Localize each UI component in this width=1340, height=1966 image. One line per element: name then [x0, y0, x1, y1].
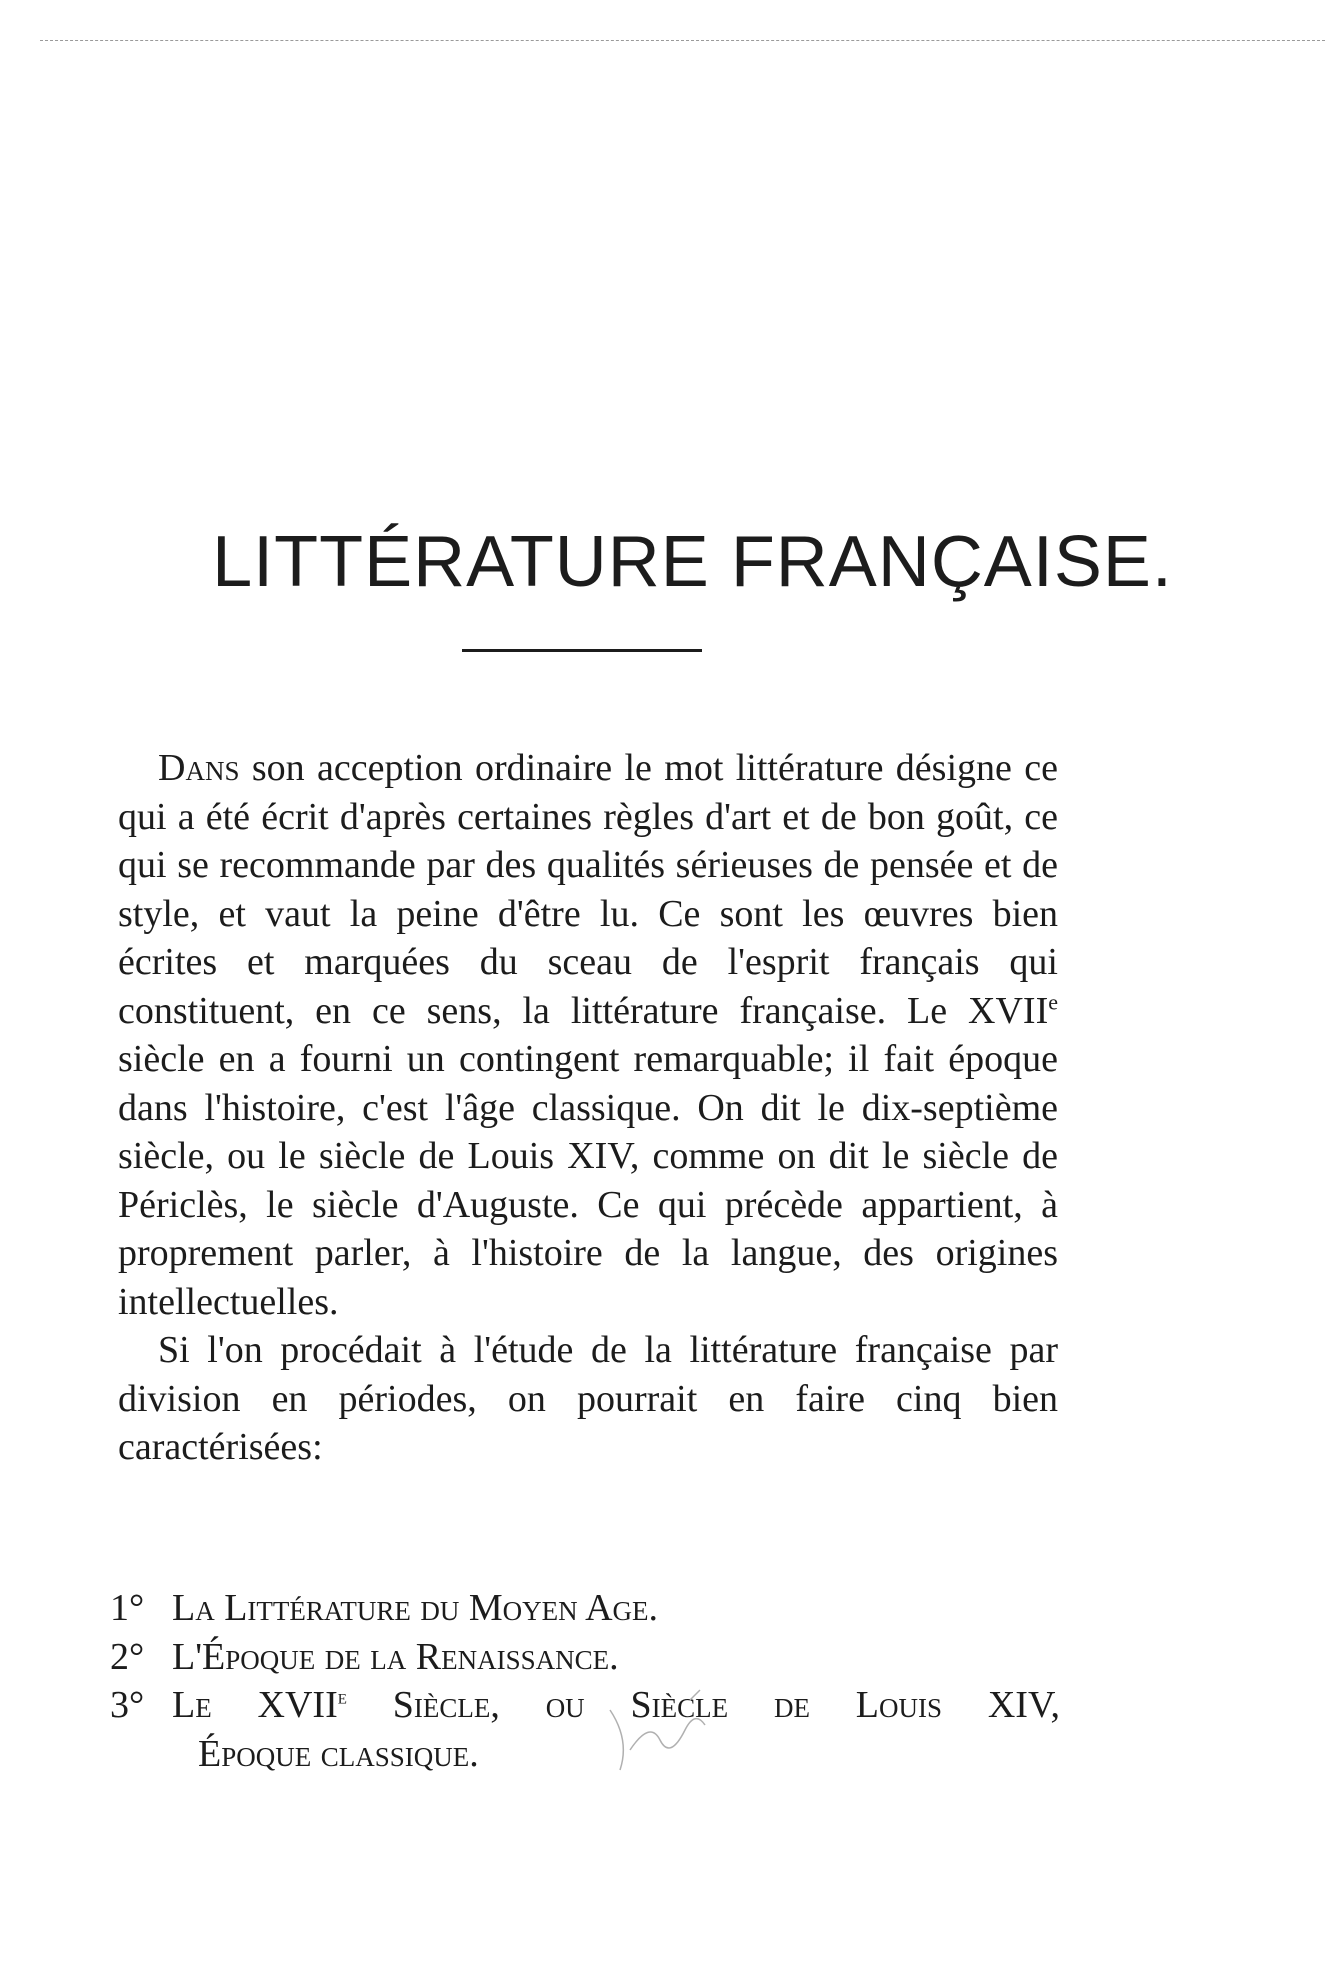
- list-number: 2°: [110, 1635, 145, 1678]
- paragraph-1: [118, 744, 1058, 1326]
- paragraph-1-text: son acception ordinaire le mot littérature désigne ce qui a été écrit d'après certaines règles d'art et de bon goût, ce qui se recommande par des qualités sérieuses de pensée et de style, et vaut la peine d'être lu. Ce sont les œuvres bien écrites et marquées du sceau de l'esprit français qui constituent, en ce sens, la littérature française. Le XVII: [118, 747, 1058, 1032]
- list-text-a: Le XVII: [172, 1684, 338, 1726]
- superscript-e: e: [337, 1683, 347, 1709]
- period-list: [110, 1584, 1060, 1778]
- list-item: [110, 1584, 1060, 1633]
- list-text: La Littérature du Moyen Age.: [172, 1587, 659, 1629]
- list-number: 3°: [110, 1684, 145, 1726]
- list-item: [110, 1633, 1060, 1682]
- superscript-e: e: [1048, 988, 1058, 1014]
- list-text-b: Siècle, ou Siècle de Louis XIV,: [346, 1684, 1060, 1726]
- list-text-continuation: Époque classique.: [198, 1732, 479, 1775]
- list-text: L'Époque de la Renaissance.: [172, 1635, 619, 1678]
- dropcap-word: Dans: [158, 747, 240, 789]
- list-number: 1°: [110, 1587, 145, 1629]
- list-item: [110, 1681, 1060, 1730]
- paragraph-2: Si l'on procédait à l'étude de la littérature française par division en périodes, on pourrait en faire cinq bien caractérisées:: [118, 1329, 1058, 1468]
- page-title: LITTÉRATURE FRANÇAISE.: [212, 522, 1173, 603]
- pencil-mark-icon: [590, 1680, 740, 1800]
- title-rule: [462, 649, 702, 652]
- body-text: [118, 744, 1058, 1472]
- page-top-edge: [40, 40, 1325, 41]
- paragraph-1-text-cont: siècle en a fourni un contingent remarquable; il fait époque dans l'histoire, c'est l'âge classique. On dit le dix-septième siècle, ou le siècle de Louis XIV, comme on dit le siècle de Périclès, le siècle d'Auguste. Ce qui précède appartient, à proprement parler, à l'histoire de la langue, des origines intellectuelles.: [118, 1038, 1058, 1323]
